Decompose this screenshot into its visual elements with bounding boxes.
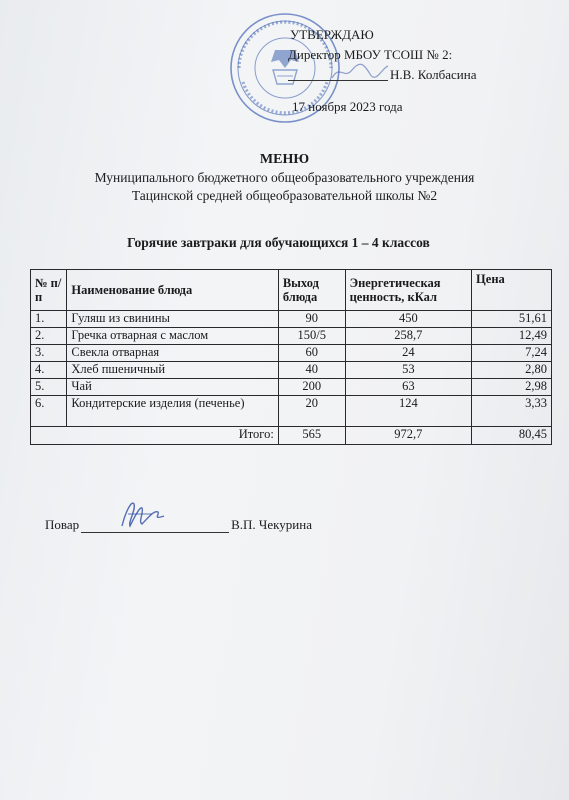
approval-date: 17 ноября 2023 года [292,99,403,114]
table-row [31,379,552,396]
approval-signature-line [288,68,477,81]
cell-num: 4. [31,362,67,379]
document-title: МЕНЮ [259,152,310,167]
cell-output: 40 [278,362,345,379]
cell-output: 20 [278,396,345,427]
cell-energy: 24 [345,345,471,362]
institution-line-1: Муниципального бюджетного общеобразовательного учреждения [94,170,475,185]
cell-energy: 63 [345,379,471,396]
approval-director: Директор МБОУ ТСОШ № 2: [288,47,453,62]
cell-price: 2,80 [472,362,552,379]
signature-underline [288,68,388,81]
cell-num: 6. [31,396,67,427]
cell-price: 12,49 [472,328,552,345]
cook-role: Повар [45,517,80,532]
table-total-row [31,427,552,445]
cell-output: 150/5 [278,328,345,345]
cell-num: 1. [31,311,67,328]
table-header-row [31,270,552,311]
cell-energy: 258,7 [345,328,471,345]
cook-signature-line [45,517,312,533]
cell-price: 7,24 [472,345,552,362]
header-output: Выход блюда [278,270,345,311]
institution-line-2: Тацинской средней общеобразовательной школы №2 [131,188,438,203]
cell-output: 200 [278,379,345,396]
menu-table [30,269,552,445]
table-row [31,362,552,379]
cell-name: Хлеб пшеничный [67,362,278,379]
cook-name: В.П. Чекурина [231,517,312,532]
cell-price: 2,98 [472,379,552,396]
signature-underline [81,520,229,533]
total-output: 565 [278,427,345,445]
cell-name: Чай [67,379,278,396]
total-price: 80,45 [472,427,552,445]
cell-num: 5. [31,379,67,396]
cell-name: Кондитерские изделия (печенье) [67,396,278,427]
header-energy: Энергетическая ценность, кКал [345,270,471,311]
table-row [31,396,552,427]
cell-name: Гречка отварная с маслом [67,328,278,345]
cell-price: 51,61 [472,311,552,328]
cell-energy: 450 [345,311,471,328]
total-label: Итого: [31,427,279,445]
cell-energy: 53 [345,362,471,379]
cell-num: 3. [31,345,67,362]
cell-name: Свекла отварная [67,345,278,362]
cell-energy: 124 [345,396,471,427]
cell-name: Гуляш из свинины [67,311,278,328]
cell-output: 60 [278,345,345,362]
approval-signer: Н.В. Колбасина [390,67,477,82]
total-energy: 972,7 [345,427,471,445]
cell-price: 3,33 [472,396,552,427]
cell-output: 90 [278,311,345,328]
menu-subtitle: Горячие завтраки для обучающихся 1 – 4 классов [127,235,430,250]
approval-title: УТВЕРЖДАЮ [290,27,374,42]
table-row [31,311,552,328]
table-row [31,328,552,345]
header-num: № п/п [31,270,67,311]
cell-num: 2. [31,328,67,345]
header-name: Наименование блюда [67,270,278,311]
header-price: Цена [472,270,552,311]
table-row [31,345,552,362]
